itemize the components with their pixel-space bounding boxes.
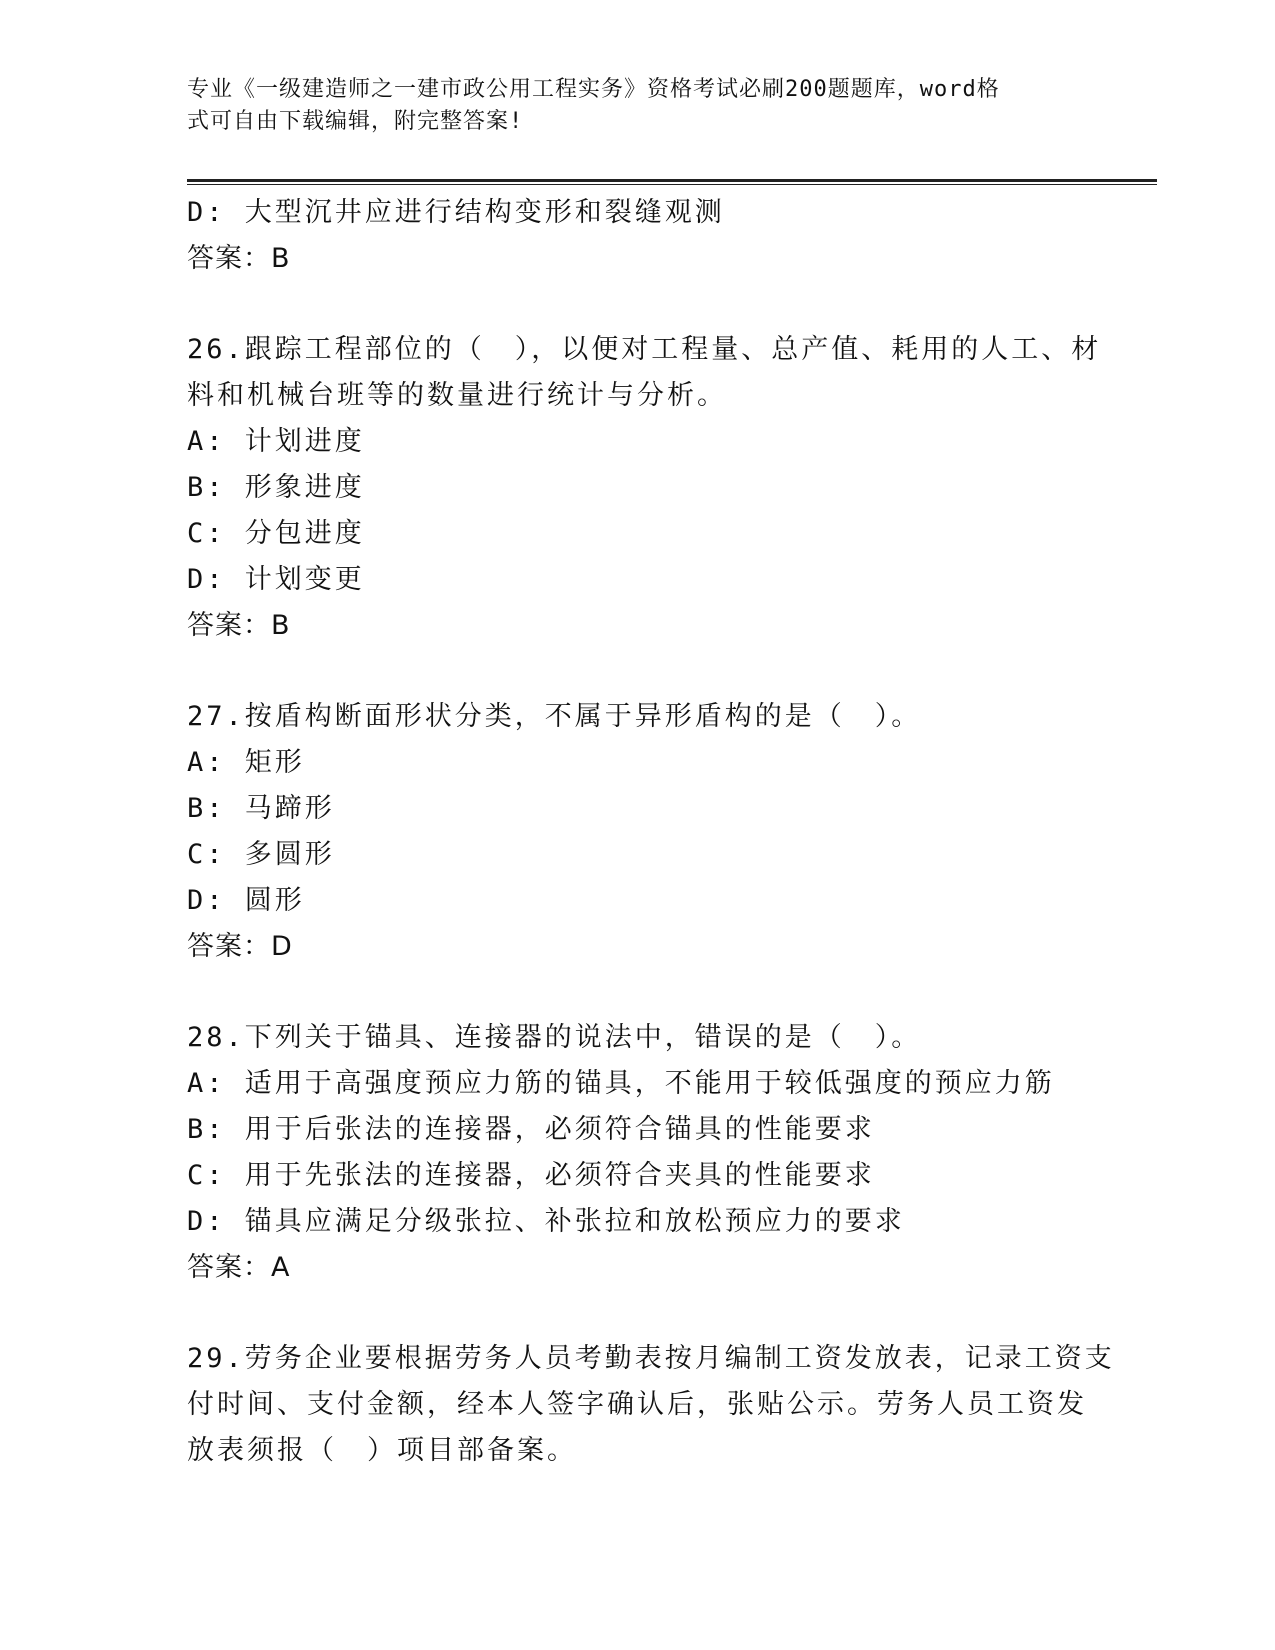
question-27	[187, 694, 1087, 970]
question-27-option-c: C: 多圆形	[187, 839, 335, 870]
document-header	[187, 74, 1067, 138]
question-27-option-b: B: 马蹄形	[187, 793, 335, 824]
question-26-stem-line-1: 26.跟踪工程部位的（ ），以便对工程量、总产值、耗用的人工、材	[187, 334, 1102, 365]
question-27-answer: 答案：D	[187, 931, 293, 962]
question-26-option-d: D: 计划变更	[187, 564, 365, 595]
option-d-previous: D: 大型沉井应进行结构变形和裂缝观测	[187, 197, 725, 228]
question-29-stem-line-3: 放表须报（ ）项目部备案。	[187, 1435, 577, 1466]
question-28-answer: 答案：A	[187, 1252, 291, 1283]
question-29-stem-line-2: 付时间、支付金额，经本人签字确认后，张贴公示。劳务人员工资发	[187, 1389, 1087, 1420]
answer-previous: 答案：B	[187, 243, 291, 274]
question-28-option-b: B: 用于后张法的连接器，必须符合锚具的性能要求	[187, 1114, 875, 1145]
question-29	[187, 1336, 1115, 1474]
question-28-option-d: D: 锚具应满足分级张拉、补张拉和放松预应力的要求	[187, 1206, 905, 1237]
question-26-stem-line-2: 料和机械台班等的数量进行统计与分析。	[187, 380, 727, 411]
question-27-stem-line-1: 27.按盾构断面形状分类，不属于异形盾构的是（ ）。	[187, 701, 922, 732]
question-content	[187, 190, 1115, 1474]
header-rule-thick	[187, 179, 1157, 182]
question-28-stem-line-1: 28.下列关于锚具、连接器的说法中，错误的是（ ）。	[187, 1022, 922, 1053]
question-26-option-b: B: 形象进度	[187, 472, 365, 503]
question-26	[187, 327, 1102, 649]
question-26-answer: 答案：B	[187, 610, 291, 641]
question-27-option-d: D: 圆形	[187, 885, 305, 916]
question-28-option-a: A: 适用于高强度预应力筋的锚具，不能用于较低强度的预应力筋	[187, 1068, 1055, 1099]
question-26-option-a: A: 计划进度	[187, 426, 365, 457]
question-28	[187, 1015, 1087, 1291]
question-26-option-c: C: 分包进度	[187, 518, 365, 549]
header-line-2: 式可自由下载编辑，附完整答案!	[187, 109, 524, 134]
question-29-stem-line-1: 29.劳务企业要根据劳务人员考勤表按月编制工资发放表，记录工资支	[187, 1343, 1115, 1374]
header-line-1: 专业《一级建造师之一建市政公用工程实务》资格考试必刷200题题库，word格	[187, 77, 1000, 102]
question-28-option-c: C: 用于先张法的连接器，必须符合夹具的性能要求	[187, 1160, 875, 1191]
question-27-option-a: A: 矩形	[187, 747, 305, 778]
header-rule-thin	[187, 184, 1157, 185]
